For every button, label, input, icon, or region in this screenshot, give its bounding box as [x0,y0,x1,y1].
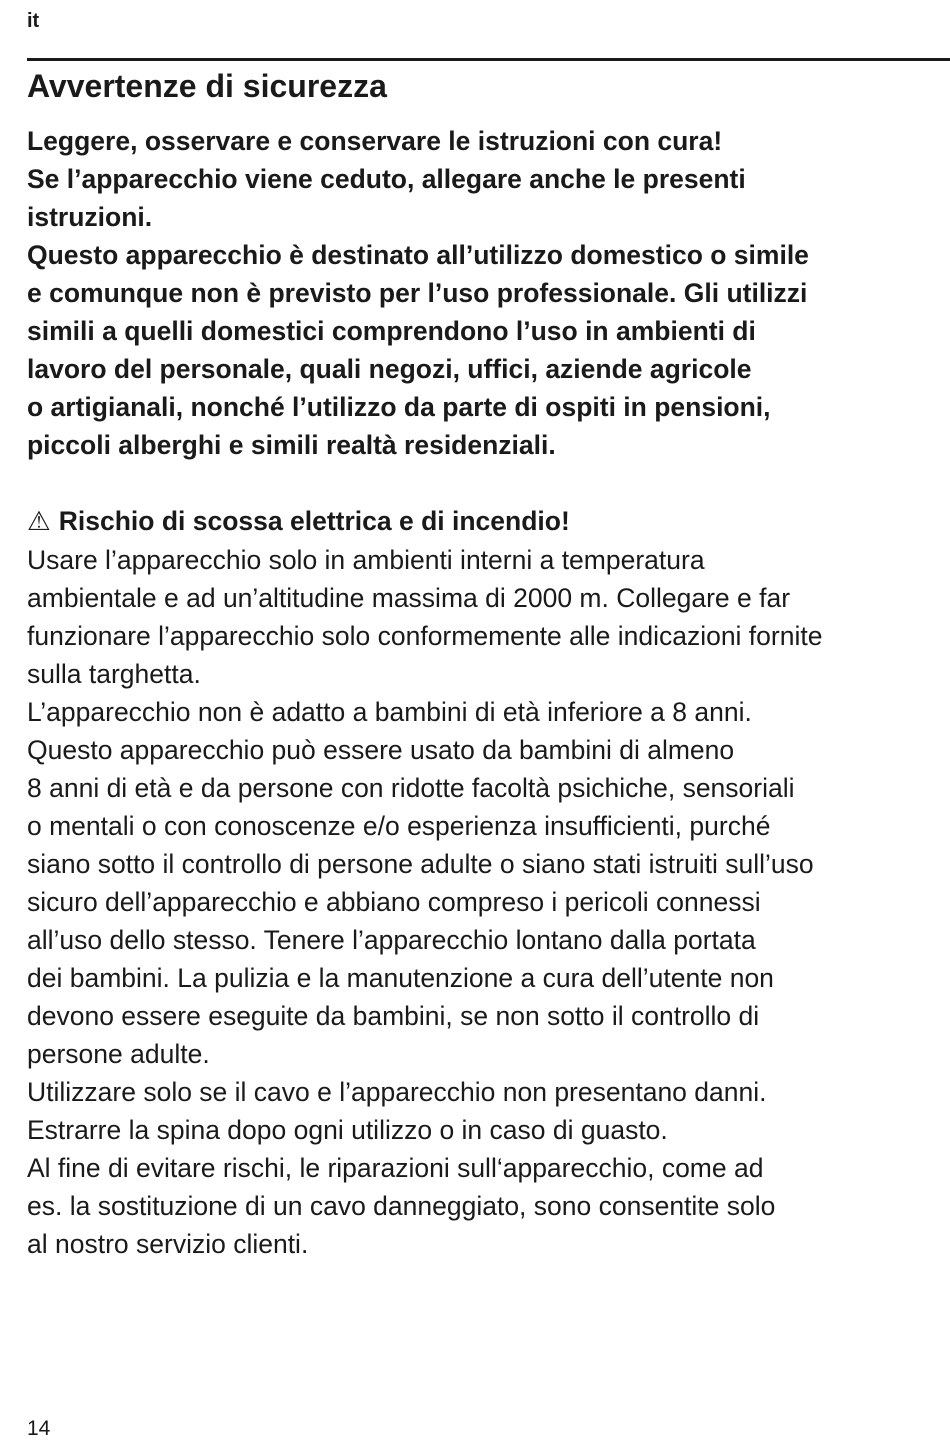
body-line: L’apparecchio non è adatto a bambini di età inferiore a 8 anni. [27,697,752,727]
intro-line: Questo apparecchio è destinato all’utilizzo domestico o simile [27,240,809,270]
warning-triangle-icon: ⚠ [27,506,51,536]
header-rule [27,58,950,61]
body-line: Usare l’apparecchio solo in ambienti interni a temperatura [27,545,705,575]
language-code: it [27,10,40,32]
intro-line: e comunque non è previsto per l’uso professionale. Gli utilizzi [27,278,808,308]
body-line: Questo apparecchio può essere usato da bambini di almeno [27,735,735,765]
body-line: sicuro dell’apparecchio e abbiano compreso i pericoli connessi [27,887,761,917]
body-line: funzionare l’apparecchio solo conformemente alle indicazioni fornite [27,621,823,651]
intro-line: Leggere, osservare e conservare le istruzioni con cura! [27,126,723,156]
intro-line: Se l’apparecchio viene ceduto, allegare anche le presenti [27,164,746,194]
body-line: persone adulte. [27,1039,210,1069]
body-line: devono essere eseguite da bambini, se non sotto il controllo di [27,1001,760,1031]
body-line: 8 anni di età e da persone con ridotte facoltà psichiche, sensoriali [27,773,795,803]
body-line: es. la sostituzione di un cavo danneggiato, sono consentite solo [27,1191,776,1221]
intro-line: lavoro del personale, quali negozi, uffici, aziende agricole [27,354,752,384]
page-number: 14 [27,1417,51,1440]
body-line: siano sotto il controllo di persone adulte o siano stati istruiti sull’uso [27,849,814,879]
body-line: Utilizzare solo se il cavo e l’apparecchio non presentano danni. [27,1077,767,1107]
body-line: Al fine di evitare rischi, le riparazioni sull‘apparecchio, come ad [27,1153,764,1183]
body-line: dei bambini. La pulizia e la manutenzione a cura dell’utente non [27,963,774,993]
body-line: o mentali o con conoscenze e/o esperienza insufficienti, purché [27,811,771,841]
body-line: sulla targhetta. [27,659,201,689]
section-title: Avvertenze di sicurezza [27,68,387,104]
intro-line: o artigianali, nonché l’utilizzo da parte di ospiti in pensioni, [27,392,771,422]
warning-heading-text: Rischio di scossa elettrica e di incendio! [58,506,570,536]
body-line: ambientale e ad un’altitudine massima di 2000 m. Collegare e far [27,583,791,613]
intro-line: istruzioni. [27,202,153,232]
body-line: Estrarre la spina dopo ogni utilizzo o in caso di guasto. [27,1115,668,1145]
intro-line: simili a quelli domestici comprendono l’uso in ambienti di [27,316,756,346]
intro-paragraph [27,122,947,464]
body-line: al nostro servizio clienti. [27,1229,309,1259]
warning-heading [27,502,570,540]
intro-line: piccoli alberghi e simili realtà residenziali. [27,430,556,460]
warning-paragraph [27,541,947,1263]
body-line: all’uso dello stesso. Tenere l’apparecchio lontano dalla portata [27,925,756,955]
